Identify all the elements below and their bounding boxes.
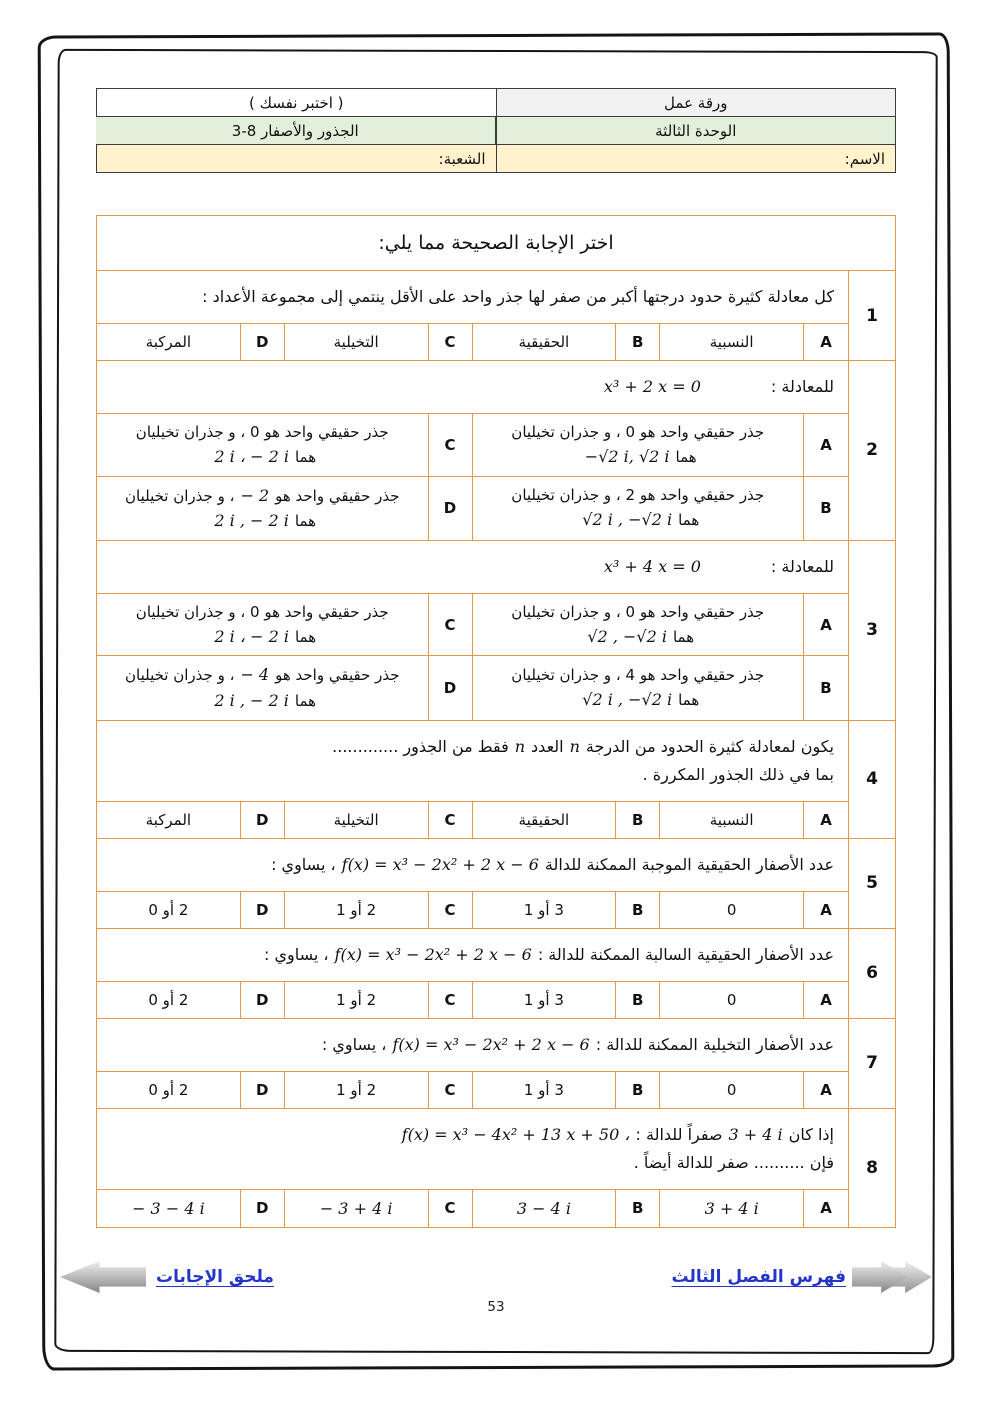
choice-content bbox=[105, 483, 420, 534]
choice-label-B[interactable]: B bbox=[616, 982, 660, 1018]
choice-label-D[interactable]: D bbox=[241, 982, 285, 1018]
chapter-index-link[interactable] bbox=[671, 1261, 932, 1293]
choice-text-B[interactable] bbox=[473, 802, 617, 838]
math-expression: f(x) = x³ − 2x² + 2 x − 6 bbox=[334, 944, 532, 964]
math-expression: √2 i , −√2 i bbox=[582, 690, 673, 710]
choice-label-A[interactable]: A bbox=[820, 900, 832, 919]
choice-text-C[interactable] bbox=[285, 1072, 429, 1108]
choice-content bbox=[148, 898, 188, 922]
choice-text-A[interactable] bbox=[660, 324, 804, 360]
question-content bbox=[97, 271, 849, 360]
text-run: بما في ذلك الجذور المكررة . bbox=[642, 764, 834, 784]
choice-text-A[interactable] bbox=[473, 414, 805, 476]
choice-text-D[interactable] bbox=[97, 892, 241, 928]
choice-content bbox=[336, 898, 376, 922]
class-section-field[interactable]: الشعبة: bbox=[96, 145, 496, 173]
unit-label: الوحدة الثالثة bbox=[496, 117, 896, 145]
choices-row bbox=[97, 981, 848, 1018]
question-stem bbox=[97, 1019, 848, 1071]
question-list bbox=[97, 270, 895, 1227]
choice-content bbox=[699, 1196, 765, 1222]
choice-text-A[interactable] bbox=[660, 1072, 804, 1108]
question-stem bbox=[97, 929, 848, 981]
choice-content bbox=[524, 1078, 564, 1102]
choice-label-C[interactable]: C bbox=[429, 982, 473, 1018]
question-number: 7 bbox=[866, 1053, 878, 1074]
question-block bbox=[97, 1108, 895, 1228]
choice-label-B[interactable]: B bbox=[820, 499, 832, 518]
math-expression: 3 + 4 i bbox=[704, 1198, 759, 1218]
worksheet-header bbox=[96, 88, 896, 173]
choice-content bbox=[511, 1196, 577, 1222]
math-expression: 2 i , − 2 i bbox=[214, 690, 289, 710]
choice-text-A[interactable] bbox=[660, 802, 804, 838]
choice-text-B[interactable] bbox=[473, 477, 805, 540]
math-expression: f(x) = x³ − 2x² + 2 x − 6 bbox=[341, 854, 539, 874]
text-run: 2 أو 1 bbox=[336, 1080, 377, 1099]
self-test-label: ( اختبر نفسك ) bbox=[96, 89, 496, 117]
choice-content bbox=[519, 808, 570, 832]
choice-label-A[interactable]: A bbox=[820, 810, 832, 829]
text-run: عدد الأصفار الحقيقية الموجبة الممكنة للدالة bbox=[544, 854, 834, 874]
choice-text-C[interactable] bbox=[285, 982, 429, 1018]
text-run: ، يساوي : bbox=[321, 1034, 387, 1054]
quiz-table bbox=[96, 215, 896, 1228]
choice-text-C[interactable] bbox=[97, 594, 429, 656]
question-content bbox=[97, 1019, 849, 1108]
question-block bbox=[97, 838, 895, 928]
choice-text-D[interactable] bbox=[97, 982, 241, 1018]
choice-label-B[interactable]: B bbox=[616, 324, 660, 360]
text-run: المركبة bbox=[145, 810, 192, 829]
text-run: العدد bbox=[531, 736, 564, 756]
choice-text-D[interactable] bbox=[97, 1190, 241, 1228]
choice-label-B[interactable]: B bbox=[616, 892, 660, 928]
text-run: إذا كان bbox=[788, 1124, 834, 1144]
text-run: 0 bbox=[726, 990, 737, 1009]
choice-content bbox=[314, 1196, 399, 1222]
text-run: جذر حقيقي واحد هو 2 ، و جذران تخيليان هما bbox=[511, 486, 765, 530]
math-expression: f(x) = x³ − 4x² + 13 x + 50 ، bbox=[401, 1124, 630, 1144]
math-expression: −√2 i, √2 i bbox=[584, 447, 670, 466]
choice-content bbox=[481, 420, 796, 470]
math-expression: f(x) = x³ − 2x² + 2 x − 6 bbox=[392, 1034, 590, 1054]
choice-content bbox=[148, 1078, 188, 1102]
choices-row bbox=[97, 1071, 848, 1108]
choice-label-A[interactable]: A bbox=[820, 333, 832, 351]
question-block bbox=[97, 360, 895, 540]
question-stem bbox=[97, 541, 848, 593]
answers-appendix-link[interactable] bbox=[60, 1261, 274, 1293]
text-run: ، و جذران تخيليان هما bbox=[125, 666, 317, 710]
question-block bbox=[97, 720, 895, 838]
question-content bbox=[97, 929, 849, 1018]
answers-appendix-label[interactable]: ملحق الإجابات bbox=[156, 1267, 274, 1287]
choice-text-B[interactable] bbox=[473, 1072, 617, 1108]
question-number: 3 bbox=[866, 620, 878, 641]
text-run: الحقيقية bbox=[518, 333, 570, 351]
choice-label-C[interactable]: C bbox=[429, 892, 473, 928]
question-number: 8 bbox=[866, 1157, 878, 1178]
choices-row bbox=[97, 891, 848, 928]
choice-text-B[interactable] bbox=[473, 982, 617, 1018]
choice-content bbox=[727, 898, 737, 922]
choice-content bbox=[524, 898, 564, 922]
question-block bbox=[97, 1018, 895, 1108]
question-content bbox=[97, 721, 849, 838]
text-run: يكون لمعادلة كثيرة الحدود من الدرجة bbox=[585, 736, 834, 756]
choice-content bbox=[710, 330, 754, 354]
question-number: 2 bbox=[866, 440, 878, 461]
text-run: ، يساوي : bbox=[263, 944, 329, 964]
text-run: صفراً للدالة : bbox=[635, 1124, 723, 1144]
math-expression: − 3 + 4 i bbox=[319, 1198, 393, 1218]
text-run: عدد الأصفار التخيلية الممكنة للدالة : bbox=[595, 1034, 834, 1054]
text-run: الحقيقية bbox=[518, 810, 570, 829]
choice-label-C[interactable]: C bbox=[429, 324, 473, 360]
back-arrow-icon bbox=[60, 1261, 146, 1293]
choice-content bbox=[146, 808, 191, 832]
text-run: كل معادلة كثيرة حدود درجتها أكبر من صفر لها جذر واحد على الأقل ينتمي إلى مجموعة الأعداد : bbox=[202, 287, 834, 306]
text-run: 0 bbox=[726, 1080, 737, 1099]
choice-content bbox=[334, 330, 379, 354]
text-run: فإن .......... صفر للدالة أيضاً . bbox=[633, 1152, 834, 1172]
question-block bbox=[97, 270, 895, 360]
text-run: 2 أو 0 bbox=[148, 900, 189, 919]
question-stem bbox=[97, 721, 848, 801]
question-number: 5 bbox=[866, 873, 878, 894]
choice-label-A[interactable]: A bbox=[820, 990, 832, 1009]
choice-label-C[interactable]: C bbox=[429, 594, 473, 656]
choice-text-A[interactable] bbox=[473, 594, 805, 656]
text-run: جذر حقيقي واحد هو 0 ، و جذران تخيليان هما bbox=[511, 423, 765, 466]
choice-text-C[interactable] bbox=[97, 414, 429, 476]
text-run: جذر حقيقي واحد هو 0 ، و جذران تخيليان هما bbox=[135, 602, 389, 646]
choice-content bbox=[481, 600, 796, 650]
choice-label-B[interactable]: B bbox=[820, 678, 832, 697]
text-run: 2 أو 0 bbox=[148, 990, 189, 1009]
text-run: المركبة bbox=[145, 333, 192, 351]
choice-label-A[interactable]: A bbox=[820, 1199, 832, 1218]
math-expression: n bbox=[569, 736, 580, 756]
math-expression: 2 i ، − 2 i bbox=[214, 626, 289, 646]
text-run: ، و جذران تخيليان هما bbox=[125, 486, 317, 531]
choice-label-C[interactable]: C bbox=[429, 1190, 473, 1228]
text-run: النسبية bbox=[709, 333, 754, 351]
math-expression: x³ + 2 x = 0 bbox=[603, 377, 701, 396]
choice-text-C[interactable] bbox=[285, 892, 429, 928]
quiz-instruction: اختر الإجابة الصحيحة مما يلي: bbox=[378, 232, 614, 254]
choice-content bbox=[481, 483, 796, 533]
choice-label-B[interactable]: B bbox=[616, 1072, 660, 1108]
text-run: فقط من الجذور ............. bbox=[332, 736, 509, 756]
choice-label-C[interactable]: C bbox=[429, 1072, 473, 1108]
question-block bbox=[97, 540, 895, 720]
question-stem bbox=[97, 1109, 848, 1189]
choice-content bbox=[105, 600, 420, 650]
choice-text-B[interactable] bbox=[473, 1190, 617, 1228]
math-expression: x³ + 4 x = 0 bbox=[603, 556, 701, 576]
math-expression: 2 i ، − 2 i bbox=[214, 447, 289, 466]
choice-label-D[interactable]: D bbox=[241, 892, 285, 928]
choice-content bbox=[727, 988, 737, 1012]
choice-content bbox=[336, 988, 376, 1012]
choice-text-A[interactable] bbox=[660, 1190, 804, 1228]
choice-label-C[interactable]: C bbox=[429, 414, 473, 476]
text-run: 3 أو 1 bbox=[523, 990, 564, 1009]
choice-text-A[interactable] bbox=[660, 982, 804, 1018]
choice-content bbox=[710, 808, 754, 832]
text-run: التخيلية bbox=[333, 333, 379, 351]
choice-content bbox=[481, 663, 796, 713]
choice-content bbox=[105, 662, 420, 713]
choice-text-C[interactable] bbox=[285, 1190, 429, 1228]
question-content bbox=[97, 1109, 849, 1228]
choice-text-C[interactable] bbox=[285, 324, 429, 360]
question-number: 6 bbox=[866, 963, 878, 984]
math-expression: 2 i , − 2 i bbox=[214, 511, 289, 531]
question-content bbox=[97, 839, 849, 928]
text-run: جذر حقيقي واحد هو 4 ، و جذران تخيليان هما bbox=[511, 666, 765, 710]
text-run: للمعادلة : bbox=[770, 556, 834, 576]
student-name-field[interactable]: الاسم: bbox=[496, 145, 896, 173]
choice-content bbox=[519, 330, 570, 354]
math-expression: √2 , −√2 i bbox=[587, 626, 667, 646]
question-number: 1 bbox=[866, 305, 878, 326]
math-expression: − 3 − 4 i bbox=[132, 1198, 205, 1218]
choices-row bbox=[97, 413, 848, 476]
choice-text-D[interactable] bbox=[97, 1072, 241, 1108]
choice-text-D[interactable] bbox=[97, 656, 429, 719]
worksheet-page bbox=[60, 54, 932, 1349]
page-number: 53 bbox=[487, 1299, 505, 1315]
text-run: النسبية bbox=[709, 810, 754, 829]
choice-text-B[interactable] bbox=[473, 324, 617, 360]
text-run: جذر حقيقي واحد هو bbox=[275, 486, 400, 505]
question-number: 4 bbox=[866, 769, 878, 790]
choice-text-A[interactable] bbox=[660, 892, 804, 928]
text-run: جذر حقيقي واحد هو 0 ، و جذران تخيليان هما bbox=[135, 423, 389, 466]
choices-row bbox=[97, 655, 848, 719]
choice-label-D[interactable]: D bbox=[241, 324, 285, 360]
question-stem bbox=[97, 361, 848, 413]
choice-content bbox=[524, 988, 564, 1012]
math-expression: − 2 bbox=[240, 485, 270, 505]
math-expression: − 4 bbox=[240, 665, 270, 685]
choice-label-A[interactable]: A bbox=[820, 435, 832, 454]
text-run: عدد الأصفار الحقيقية السالبة الممكنة للدالة : bbox=[537, 944, 834, 964]
question-block bbox=[97, 928, 895, 1018]
choice-content bbox=[126, 1196, 211, 1222]
text-run: ، يساوي : bbox=[271, 854, 336, 874]
question-content bbox=[97, 541, 849, 720]
question-content bbox=[97, 361, 849, 540]
choice-label-D[interactable]: D bbox=[241, 1190, 285, 1228]
choice-content bbox=[727, 1078, 737, 1102]
choices-row bbox=[97, 323, 848, 360]
choice-content bbox=[334, 808, 379, 832]
choice-label-D[interactable]: D bbox=[429, 656, 473, 719]
choice-content bbox=[336, 1078, 376, 1102]
choice-text-D[interactable] bbox=[97, 324, 241, 360]
worksheet-label: ورقة عمل bbox=[496, 89, 896, 117]
choice-text-B[interactable] bbox=[473, 656, 805, 719]
choice-text-B[interactable] bbox=[473, 892, 617, 928]
choice-text-D[interactable] bbox=[97, 477, 429, 540]
choices-row bbox=[97, 801, 848, 838]
choice-text-D[interactable] bbox=[97, 802, 241, 838]
text-run: 0 bbox=[726, 900, 737, 919]
text-run: 2 أو 1 bbox=[336, 900, 377, 919]
text-run: 3 أو 1 bbox=[523, 900, 564, 919]
text-run: 3 أو 1 bbox=[523, 1080, 564, 1099]
choice-label-D[interactable]: D bbox=[429, 477, 473, 540]
text-run: 2 أو 1 bbox=[336, 990, 377, 1009]
choices-row bbox=[97, 476, 848, 540]
choice-label-D[interactable]: D bbox=[241, 1072, 285, 1108]
math-expression: n bbox=[514, 736, 526, 756]
math-expression: √2 i , −√2 i bbox=[582, 510, 673, 530]
text-run: جذر حقيقي واحد هو bbox=[275, 666, 400, 685]
choice-label-C[interactable]: C bbox=[429, 802, 473, 838]
choice-label-B[interactable]: B bbox=[616, 802, 660, 838]
choice-label-A[interactable]: A bbox=[820, 1080, 832, 1099]
choice-content bbox=[146, 330, 191, 354]
choice-content bbox=[148, 988, 188, 1012]
chapter-index-label[interactable]: فهرس الفصل الثالث bbox=[671, 1267, 846, 1287]
choice-text-C[interactable] bbox=[285, 802, 429, 838]
choice-label-D[interactable]: D bbox=[241, 802, 285, 838]
text-run: التخيلية bbox=[333, 810, 379, 829]
math-expression: 3 − 4 i bbox=[516, 1198, 571, 1218]
text-run: للمعادلة : bbox=[770, 377, 834, 396]
text-run: جذر حقيقي واحد هو 0 ، و جذران تخيليان هما bbox=[511, 602, 765, 646]
choice-label-A[interactable]: A bbox=[820, 615, 832, 634]
math-expression: 3 + 4 i bbox=[728, 1124, 783, 1144]
lesson-label: 3-8 الجذور والأصفار bbox=[96, 117, 496, 145]
choice-label-B[interactable]: B bbox=[616, 1190, 660, 1228]
question-stem bbox=[97, 271, 848, 323]
choices-row bbox=[97, 1189, 848, 1228]
choices-row bbox=[97, 593, 848, 656]
text-run: 2 أو 0 bbox=[148, 1080, 189, 1099]
choice-content bbox=[105, 420, 420, 470]
question-stem bbox=[97, 839, 848, 891]
